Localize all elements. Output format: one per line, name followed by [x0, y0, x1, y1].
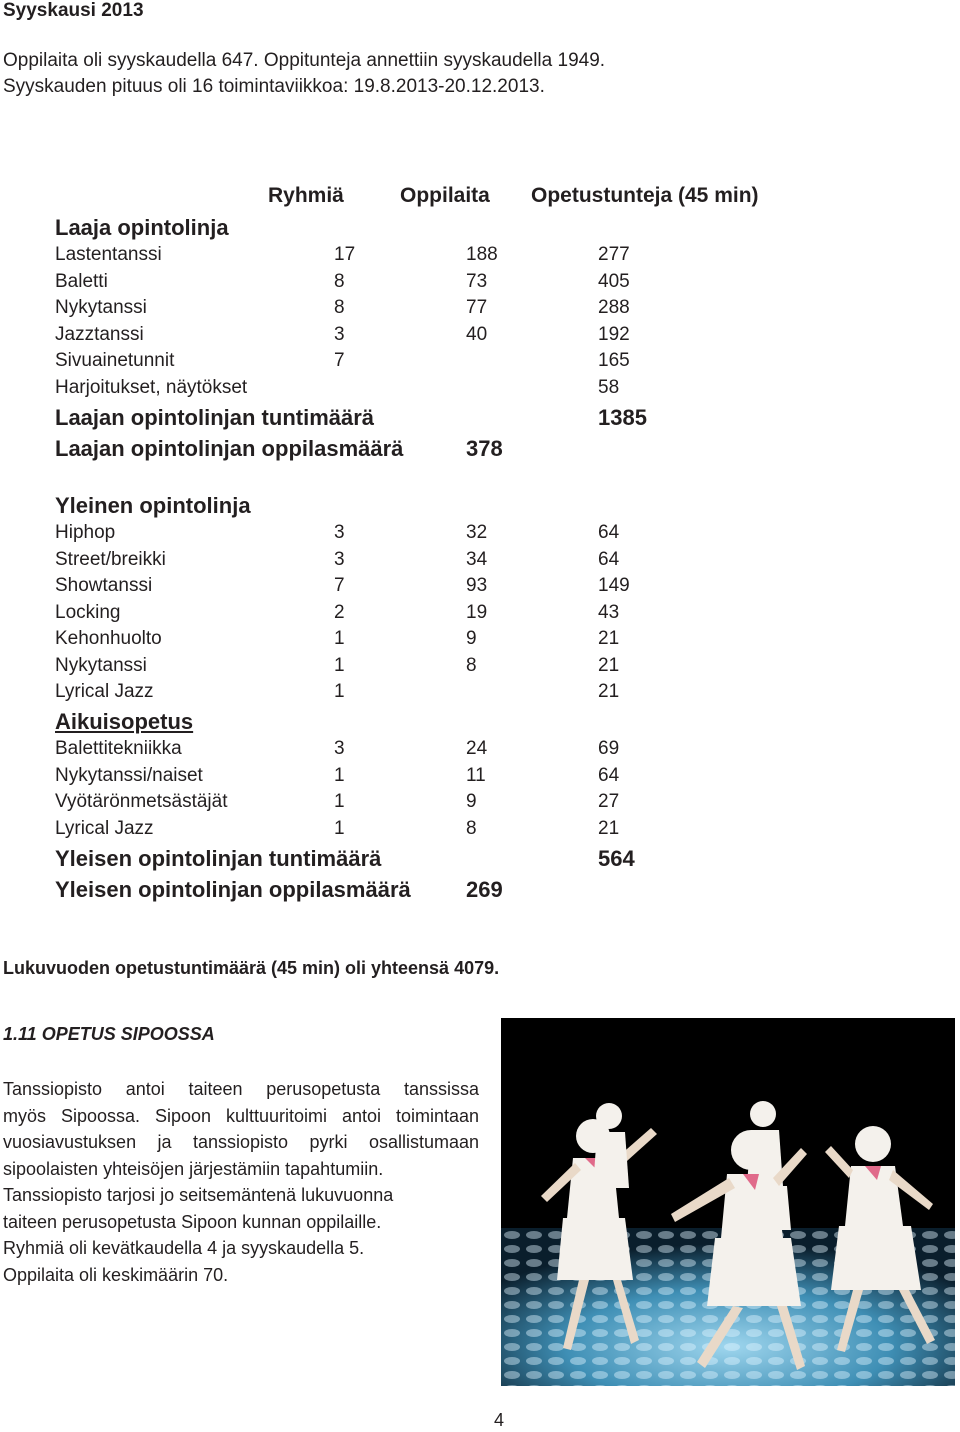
table-cell-groups: 7: [334, 575, 345, 596]
table-cell-groups: 8: [334, 297, 345, 318]
table-cell-hours: 21: [598, 681, 620, 702]
yleinen-hours-total-label: Yleisen opintolinjan tuntimäärä: [55, 846, 382, 871]
table-cell-groups: 3: [334, 738, 345, 759]
column-header-groups: Ryhmiä: [268, 184, 344, 207]
table-cell-name: Kehonhuolto: [55, 628, 162, 649]
table-cell-students: 9: [466, 628, 477, 649]
intro-line-2: Syyskauden pituus oli 16 toimintaviikkoa: 19.8.2013-20.12.2013.: [3, 76, 545, 97]
table-cell-hours: 405: [598, 270, 630, 292]
paragraph-line: taiteen perusopetusta Sipoon kunnan oppilaille.: [3, 1211, 382, 1232]
table-cell-students: 19: [466, 601, 488, 623]
section-title-yleinen: Yleinen opintolinja: [55, 493, 251, 518]
laaja-students-total: 378: [466, 436, 503, 461]
table-cell-hours: 64: [598, 764, 620, 786]
table-cell-name: Lyrical Jazz: [55, 817, 154, 839]
page-number: 4: [494, 1410, 505, 1430]
paragraph-line: myös Sipoossa. Sipoon kulttuuritoimi antoi toimintaan: [3, 1105, 479, 1126]
table-cell-groups: 2: [334, 601, 345, 623]
yleinen-students-total-label: Yleisen opintolinjan oppilasmäärä: [55, 877, 411, 902]
table-cell-name: Jazztanssi: [55, 323, 144, 345]
table-cell-hours: 43: [598, 601, 620, 623]
table-cell-hours: 277: [598, 244, 630, 265]
table-cell-groups: 1: [334, 764, 345, 786]
table-cell-hours: 21: [598, 654, 620, 676]
paragraph-line: Oppilaita oli keskimäärin 70.: [3, 1264, 229, 1285]
section-title-laaja: Laaja opintolinja: [55, 215, 229, 240]
yleinen-hours-total: 564: [598, 846, 635, 871]
intro-line-1: Oppilaita oli syyskaudella 647. Oppitunteja annettiin syyskaudella 1949.: [3, 50, 606, 71]
paragraph-line: Tanssiopisto antoi taiteen perusopetusta tanssissa: [3, 1079, 479, 1099]
table-cell-name: Nykytanssi: [55, 654, 147, 676]
table-cell-hours: 58: [598, 376, 620, 398]
table-cell-hours: 165: [598, 350, 630, 371]
table-cell-hours: 149: [598, 575, 630, 596]
laaja-hours-total: 1385: [598, 405, 647, 430]
table-cell-hours: 21: [598, 628, 620, 649]
table-cell-groups: 1: [334, 681, 345, 702]
table-cell-groups: 1: [334, 791, 345, 812]
yleinen-students-total: 269: [466, 877, 503, 902]
table-cell-students: 93: [466, 575, 488, 596]
table-cell-hours: 64: [598, 548, 620, 570]
laaja-students-total-label: Laajan opintolinjan oppilasmäärä: [55, 436, 404, 461]
table-cell-hours: 27: [598, 791, 620, 812]
table-cell-groups: 3: [334, 323, 345, 345]
laaja-hours-total-label: Laajan opintolinjan tuntimäärä: [55, 405, 375, 430]
table-cell-name: Showtanssi: [55, 575, 153, 596]
table-cell-name: Hiphop: [55, 522, 116, 543]
table-cell-groups: 1: [334, 654, 345, 676]
column-header-students: Oppilaita: [400, 184, 490, 207]
table-cell-groups: 17: [334, 244, 356, 265]
table-cell-students: 8: [466, 817, 477, 839]
year-summary: Lukuvuoden opetustuntimäärä (45 min) oli yhteensä 4079.: [3, 958, 500, 978]
table-cell-students: 24: [466, 738, 488, 759]
page-title: Syyskausi 2013: [3, 0, 144, 21]
table-cell-students: 40: [466, 323, 488, 345]
table-cell-hours: 288: [598, 297, 630, 318]
dance-performance-photo: [501, 1018, 955, 1386]
paragraph-line: sipoolaisten yhteisöjen järjestämiin tapahtumiin.: [3, 1158, 384, 1179]
table-cell-students: 34: [466, 548, 488, 570]
table-cell-name: Harjoitukset, näytökset: [55, 376, 248, 398]
paragraph-line: Ryhmiä oli kevätkaudella 4 ja syyskaudella 5.: [3, 1238, 365, 1258]
table-cell-groups: 7: [334, 350, 345, 371]
paragraph-line: vuosiavustuksen ja tanssiopisto pyrki osallistumaan: [3, 1132, 479, 1152]
table-cell-name: Balettitekniikka: [55, 738, 182, 759]
table-cell-name: Nykytanssi: [55, 297, 147, 318]
table-cell-students: 11: [466, 764, 486, 786]
table-cell-students: 32: [466, 522, 488, 543]
table-cell-name: Lastentanssi: [55, 244, 162, 265]
table-cell-hours: 21: [598, 817, 620, 839]
table-cell-hours: 64: [598, 522, 620, 543]
table-cell-name: Sivuainetunnit: [55, 350, 175, 371]
paragraph-line: Tanssiopisto tarjosi jo seitsemäntenä lukuvuonna: [3, 1185, 394, 1205]
table-cell-name: Baletti: [55, 270, 108, 292]
section-heading-sipoo: 1.11 OPETUS SIPOOSSA: [3, 1024, 215, 1044]
table-cell-name: Nykytanssi/naiset: [55, 764, 203, 786]
table-cell-name: Lyrical Jazz: [55, 681, 154, 702]
table-cell-name: Locking: [55, 601, 121, 623]
subsection-title-aikuisopetus: Aikuisopetus: [55, 709, 194, 734]
table-cell-groups: 3: [334, 548, 345, 570]
table-cell-groups: 1: [334, 817, 345, 839]
table-cell-students: 73: [466, 270, 488, 292]
table-cell-students: 8: [466, 654, 477, 676]
table-cell-name: Street/breikki: [55, 548, 166, 570]
table-cell-hours: 192: [598, 323, 630, 345]
table-cell-groups: 8: [334, 270, 345, 292]
table-cell-students: 77: [466, 297, 488, 318]
table-cell-groups: 3: [334, 522, 345, 543]
column-header-hours: Opetustunteja (45 min): [531, 184, 759, 207]
sipoo-paragraph: [3, 1076, 479, 1288]
table-cell-name: Vyötärönmetsästäjät: [55, 791, 228, 812]
table-cell-students: 188: [466, 244, 498, 265]
table-cell-students: 9: [466, 791, 477, 812]
table-cell-hours: 69: [598, 738, 620, 759]
table-cell-groups: 1: [334, 628, 345, 649]
